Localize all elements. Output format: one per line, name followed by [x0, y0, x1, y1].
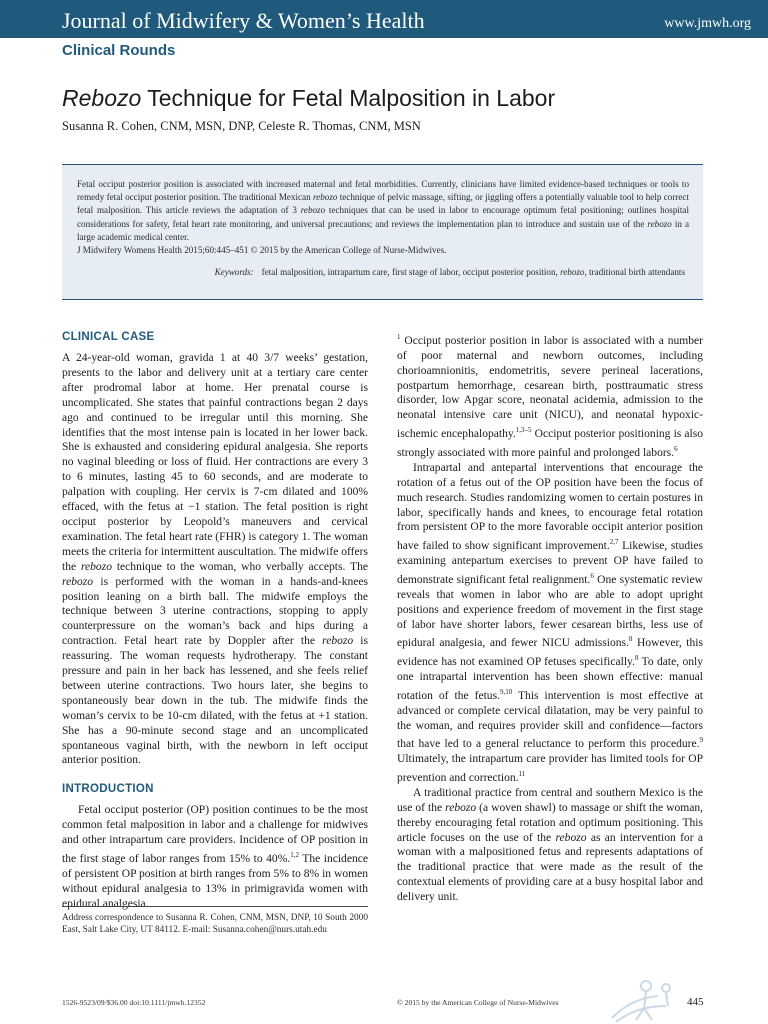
article-title: [62, 84, 555, 112]
keywords-label: Keywords:: [214, 267, 254, 278]
journal-url[interactable]: www.jmwh.org: [664, 16, 751, 31]
left-column: [62, 330, 368, 912]
title-rest: Technique for Fetal Malposition in Labor: [147, 85, 556, 111]
introduction-paragraph-1-cont: $^1$ Occiput posterior position in labor is associated with a number of poor maternal and newborn outcomes, including chorioamnionitis, endometritis, severe perineal lacerations, postpartum hemorrhage, cesarean birth, posttraumatic stress disorder, low Apgar score, neonatal acidemia, admission to the neonatal intensive care unit (NICU), and neonatal hypoxic-ischemic encephalopathy.$^{1,3-5}$ Occiput posterior positioning is also strongly associated with more painful and prolonged labors.$^6$: [397, 333, 703, 459]
introduction-paragraph-1-start: Fetal occiput posterior (OP) position continues to be the most common fetal malposition in labor and a challenge for midwives and other intrapartum care providers. Incidence of OP position in the first stage of labor ranges from 15% to 40%.$^{1,2}$ The incidence of persistent OP position at birth ranges from 5% to 8% in women without epidural analgesia to 13% in primigravida women with epidural analgesia.: [62, 804, 368, 910]
acnm-logo-watermark: [606, 974, 690, 1024]
keywords: Keywords: fetal malposition, intrapartum care, first stage of labor, occiput posterior position, rebozo, traditional birth attendants: [214, 267, 685, 278]
introduction-paragraph-3: A traditional practice from central and southern Mexico is the use of the rebozo (a woven shawl) to massage or shift the woman, thereby encouraging fetal rotation and optimum positioning. This article focuses on the use of the rebozo as an intervention for a woman with a malpositioned fetus and represents adaptations of the traditional practice that were made as the result of the contextual elements of providing care at a busy hospital labor and delivery unit.: [397, 786, 703, 904]
section-label: Clinical Rounds: [62, 42, 176, 59]
right-column: [397, 330, 703, 905]
abstract-text: Fetal occiput posterior position is associated with increased maternal and fetal morbidities. Currently, clinicians have limited evidence-based techniques or tools to remedy fetal occiput posterior position. The traditional Mexican rebozo technique of pelvic massage, sifting, or jiggling offers a potentially valuable tool to help correct fetal malposition. This article reviews the adaptation of 3 rebozo techniques that can be used in labor to encourage optimum fetal positioning; outlines hospital considerations for safety, fetal heart rate monitoring, and universal precautions; and reviews the implementation plan to introduce and sustain use of the rebozo in a large academic medical center.: [77, 179, 689, 242]
clinical-case-paragraph: A 24-year-old woman, gravida 1 at 40 3/7 weeks’ gestation, presents to the labor and delivery unit at a tertiary care center after prodromal labor at home. Her prenatal course is uncomplicated. She states that painful contractions began 2 days ago and continued to be irregular until this morning. She identifies that the most intense pain is located in her lower back. She is exhausted and considering epidural analgesia. She reports no vaginal bleeding or loss of fluid. Her contractions are every 3 to 6 minutes, lasting 45 to 60 seconds, and are moderate to palpation with coupling. Her cervix is 7-cm dilated and 100% effaced, with the fetus at −1 station. The fetal position is right occiput posterior by Leopold’s maneuvers and cervical examination. The fetal heart rate (FHR) is category 1. The woman meets the criteria for intermittent auscultation. The midwife offers the rebozo technique to the woman, who verbally accepts. The rebozo is performed with the woman in a hands-and-knees position leaning on a birth ball. The midwife employs the technique between 3 uterine contractions, stopping to apply counterpressure on the woman’s back and hips during a contraction. Fetal heart rate by Doppler after the rebozo is reassuring. The woman requests hydrotherapy. The constant pressure and pain in her back has lessened, and she feels relief between uterine contractions. Two hours later, she begins to spontaneously bear down in the tub. The midwife finds the woman’s cervix to be 10-cm dilated, with the fetus at +1 station. She has a 90-minute second stage and an uncomplicated spontaneous vaginal birth, with the newborn in left occiput anterior position.: [62, 352, 368, 767]
abstract-box: [62, 164, 703, 300]
clinical-case-heading: CLINICAL CASE: [62, 331, 155, 343]
footer-copyright: © 2015 by the American College of Nurse-Midwives: [397, 998, 559, 1007]
footnote-divider: [62, 906, 368, 907]
abstract-citation: J Midwifery Womens Health 2015;60:445–451 © 2015 by the American College of Nurse-Midwives.: [77, 245, 447, 256]
introduction-heading: INTRODUCTION: [62, 783, 154, 796]
page-number: 445: [687, 996, 704, 1008]
correspondence-footnote: Address correspondence to Susanna R. Cohen, CNM, MSN, DNP, 10 South 2000 East, Salt Lake City, UT 84112. E-mail: Susanna.cohen@nurs.utah.edu: [62, 913, 368, 936]
title-italic: Rebozo: [62, 85, 142, 111]
footer-issn-doi: 1526-9523/09/$36.00 doi:10.1111/jmwh.12352: [62, 998, 206, 1007]
journal-banner: [0, 0, 768, 38]
introduction-paragraph-2: Intrapartal and antepartal interventions that encourage the rotation of a fetus out of the OP position have been the focus of much research. Studies randomizing women to certain postures in labor, specifically hands and knees, to encourage fetal rotation from persistent OP to the more favorable occipit anterior position have failed to show significant improvement.$^{2,7}$ Likewise, studies examining antepartum exercises to prevent OP have failed to demonstrate significant fetal realignment.$^6$ One systematic review reveals that women in labor who are able to adopt upright positions and experience freedom of movement in the first stage of labor have shorter labors, fewer cesarean births, less use of epidural analgesia, and fewer NICU admissions.$^8$ However, this evidence has not examined OP fetuses specifically.$^8$ To date, only one intrapartal intervention has been shown effective: manual rotation of the fetus.$^{9,10}$ This intervention is most effective at advanced or complete cervical dilatation, may be very painful to the woman, and requires provider skill and confidence—factors that have led to a general reluctance to perform this procedure.$^9$ Ultimately, the intrapartum care provider has limited tools for OP prevention and correction.$^{11}$: [397, 461, 704, 784]
journal-name: Journal of Midwifery & Women’s Health: [62, 8, 425, 33]
article-authors: Susanna R. Cohen, CNM, MSN, DNP, Celeste R. Thomas, CNM, MSN: [62, 119, 421, 133]
